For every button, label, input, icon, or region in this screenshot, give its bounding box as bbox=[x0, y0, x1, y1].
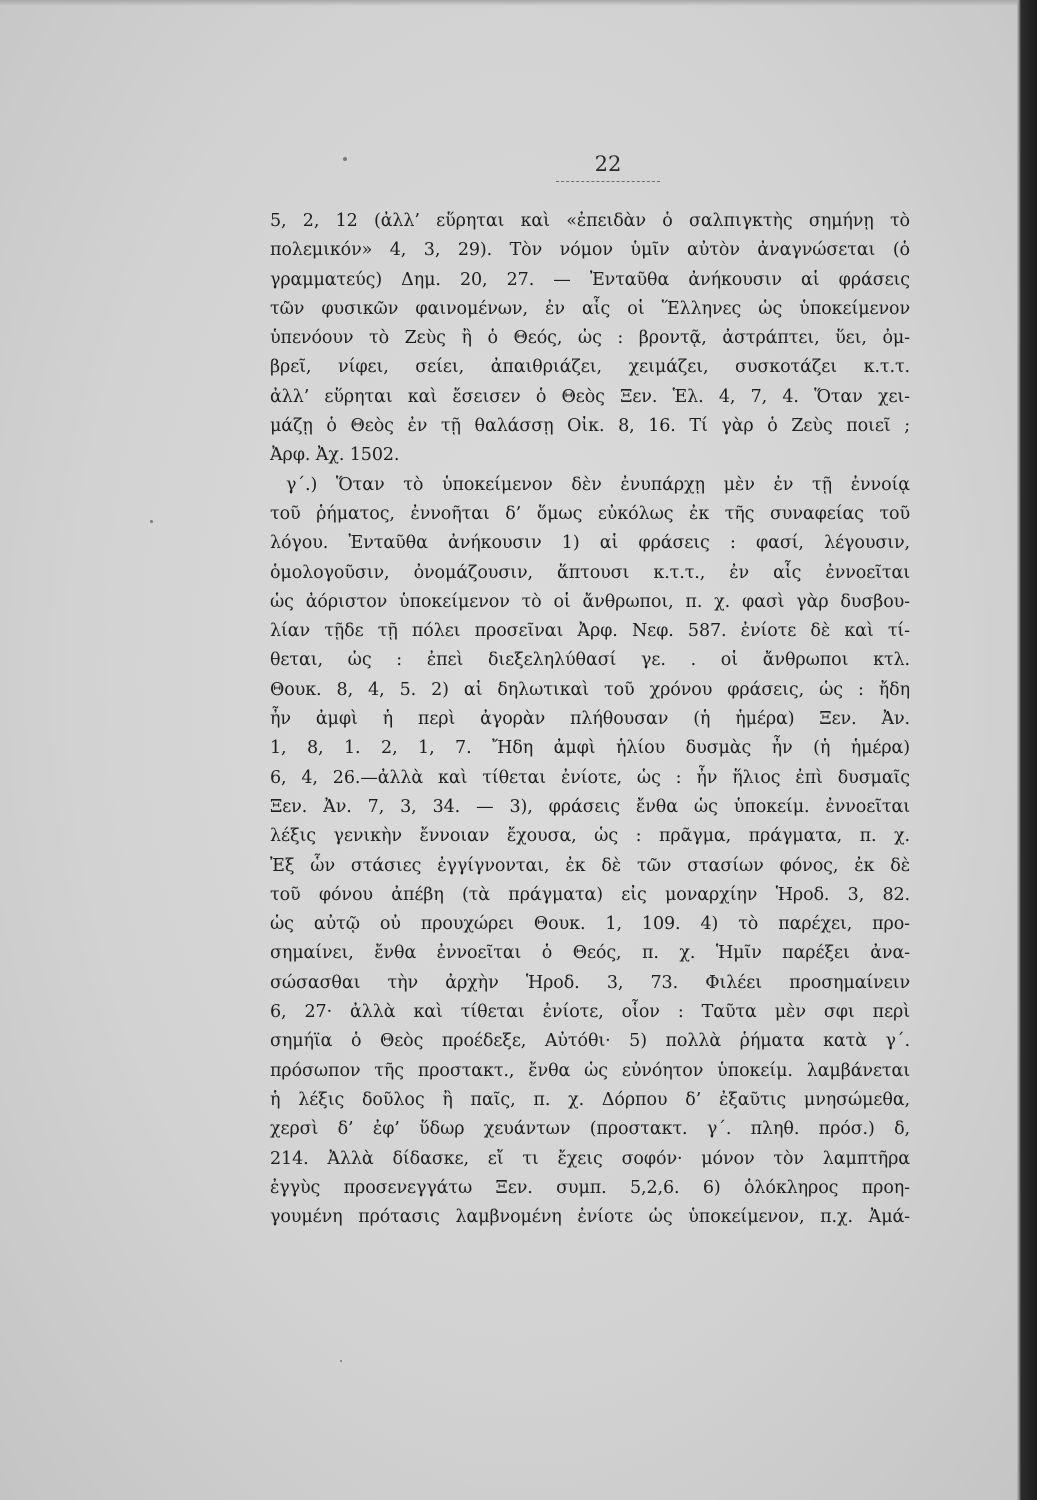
page-top-shadow bbox=[0, 0, 1017, 6]
paper-speck bbox=[340, 1360, 342, 1362]
text-line: γ΄.) Ὅταν τὸ ὑποκείμενον δὲν ἐνυπάρχῃ μὲν ἐν τῇ ἐννοίᾳ bbox=[286, 474, 910, 495]
page-binding-edge bbox=[1017, 0, 1037, 1500]
text-line: σώσασθαι τὴν ἀρχὴν Ἡροδ. 3, 73. Φιλέει προσημαίνειν bbox=[270, 972, 910, 993]
text-line: ὑπενόουν τὸ Ζεὺς ἢ ὁ Θεός, ὡς : βροντᾷ, ἀστράπτει, ὕει, ὀμ- bbox=[270, 328, 910, 349]
text-line: 5, 2, 12 (ἀλλ’ εὕρηται καὶ «ἐπειδὰν ὁ σαλπιγκτὴς σημήνῃ τὸ bbox=[270, 211, 910, 231]
text-line: 6, 4, 26.—ἀλλὰ καὶ τίθεται ἐνίοτε, ὡς : ἦν ἥλιος ἐπὶ δυσμαῖς bbox=[270, 767, 910, 788]
text-line: ἦν ἀμφὶ ἡ περὶ ἀγορὰν πλήθουσαν (ἡ ἡμέρα) Ξεν. Ἀν. bbox=[270, 709, 910, 730]
text-line: πολεμικόν» 4, 3, 29). Τὸν νόμον ὑμῖν αὐτὸν ἀναγνώσεται (ὁ bbox=[270, 240, 910, 261]
text-line: θεται, ὡς : ἐπεὶ διεξεληλύθασί γε. . οἱ ἄνθρωποι κτλ. bbox=[270, 650, 910, 671]
text-line: 1, 8, 1. 2, 1, 7. Ἤδη ἀμφὶ ἡλίου δυσμὰς ἦν (ἡ ἡμέρα) bbox=[270, 738, 910, 759]
text-line: τῶν φυσικῶν φαινομένων, ἐν αἷς οἱ Ἕλληνες ὡς ὑποκείμενον bbox=[270, 298, 910, 319]
text-line: σημήϊα ὁ Θεὸς προέδεξε, Αὐτόθι· 5) πολλὰ ῥήματα κατὰ γ΄. bbox=[270, 1031, 910, 1052]
text-line: ἡ λέξις δοῦλος ἢ παῖς, π. χ. Δόρπου δ’ ἐξαῦτις μνησώμεθα, bbox=[270, 1089, 910, 1110]
text-line: μάζῃ ὁ Θεὸς ἐν τῇ θαλάσσῃ Οἰκ. 8, 16. Τί γὰρ ὁ Ζεὺς ποιεῖ ; bbox=[270, 416, 910, 437]
text-line: ὁμολογοῦσιν, ὀνομάζουσιν, ἅπτουσι κ.τ.τ., ἐν αἷς ἐννοεῖται bbox=[270, 562, 910, 583]
text-line: ὡς αὐτῷ οὐ προυχώρει Θουκ. 1, 109. 4) τὸ παρέχει, προ- bbox=[270, 914, 910, 935]
body-text bbox=[270, 207, 910, 1232]
paper-speck bbox=[150, 520, 153, 523]
text-line: λίαν τῇδε τῇ πόλει προσεῖναι Ἀρφ. Νεφ. 587. ἐνίοτε δὲ καὶ τί- bbox=[270, 621, 910, 642]
text-line: τοῦ φόνου ἀπέβη (τὰ πράγματα) εἰς μοναρχίην Ἡροδ. 3, 82. bbox=[270, 884, 910, 905]
page-number-rule bbox=[556, 181, 660, 182]
text-line: πρόσωπον τῆς προστακτ., ἔνθα ὡς εὐνόητον ὑποκείμ. λαμβάνεται bbox=[270, 1060, 910, 1081]
text-line: γουμένη πρότασις λαμβνομένη ἐνίοτε ὡς ὑποκείμενον, π.χ. Ἀμά- bbox=[270, 1207, 910, 1228]
text-line: χερσὶ δ’ ἐφ’ ὕδωρ χευάντων (προστακτ. γ΄. πληθ. πρόσ.) δ, bbox=[270, 1119, 910, 1140]
text-line: Ξεν. Ἀν. 7, 3, 34. — 3), φράσεις ἔνθα ὡς ὑποκείμ. ἐννοεῖται bbox=[270, 796, 910, 817]
text-line: ἀλλ’ εὕρηται καὶ ἔσεισεν ὁ Θεὸς Ξεν. Ἑλ. 4, 7, 4. Ὅταν χει- bbox=[270, 386, 910, 407]
page-number: 22 bbox=[594, 152, 622, 176]
text-line: Ἐξ ὧν στάσιες ἐγγίγνονται, ἐκ δὲ τῶν στασίων φόνος, ἐκ δὲ bbox=[270, 855, 910, 876]
text-line: ὡς ἀόριστον ὑποκείμενον τὸ οἱ ἄνθρωποι, π. χ. φασὶ γὰρ δυσβου- bbox=[270, 591, 910, 612]
text-line: λέξις γενικὴν ἔννοιαν ἔχουσα, ὡς : πρᾶγμα, πράγματα, π. χ. bbox=[270, 826, 910, 847]
text-line: ἐγγὺς προσενεγγάτω Ξεν. συμπ. 5,2,6. 6) ὁλόκληρος προη- bbox=[270, 1177, 910, 1198]
text-line: 214. Ἀλλὰ δίδασκε, εἴ τι ἔχεις σοφόν· μόνον τὸν λαμπτῆρα bbox=[270, 1148, 910, 1169]
text-line: βρεῖ, νίφει, σείει, ἀπαιθριάζει, χειμάζει, συσκοτάζει κ.τ.τ. bbox=[270, 357, 910, 378]
text-line: σημαίνει, ἔνθα ἐννοεῖται ὁ Θεός, π. χ. Ἡμῖν παρέξει ἀνα- bbox=[270, 943, 910, 964]
text-line: 6, 27· ἀλλὰ καὶ τίθεται ἐνίοτε, οἷον : Ταῦτα μὲν σφι περὶ bbox=[270, 1002, 910, 1023]
text-line: τοῦ ῥήματος, ἐννοῆται δ’ ὅμως εὐκόλως ἐκ τῆς συναφείας τοῦ bbox=[270, 503, 910, 524]
text-line: λόγου. Ἐνταῦθα ἀνήκουσιν 1) αἱ φράσεις : φασί, λέγουσιν, bbox=[270, 533, 910, 554]
text-line: Θουκ. 8, 4, 5. 2) αἱ δηλωτικαὶ τοῦ χρόνου φράσεις, ὡς : ἤδη bbox=[270, 679, 910, 700]
text-line: Ἀρφ. Ἀχ. 1502. bbox=[270, 445, 400, 466]
paper-speck bbox=[343, 157, 347, 161]
text-line: γραμματεύς) Δημ. 20, 27. — Ἐνταῦθα ἀνήκουσιν αἱ φράσεις bbox=[270, 269, 910, 290]
